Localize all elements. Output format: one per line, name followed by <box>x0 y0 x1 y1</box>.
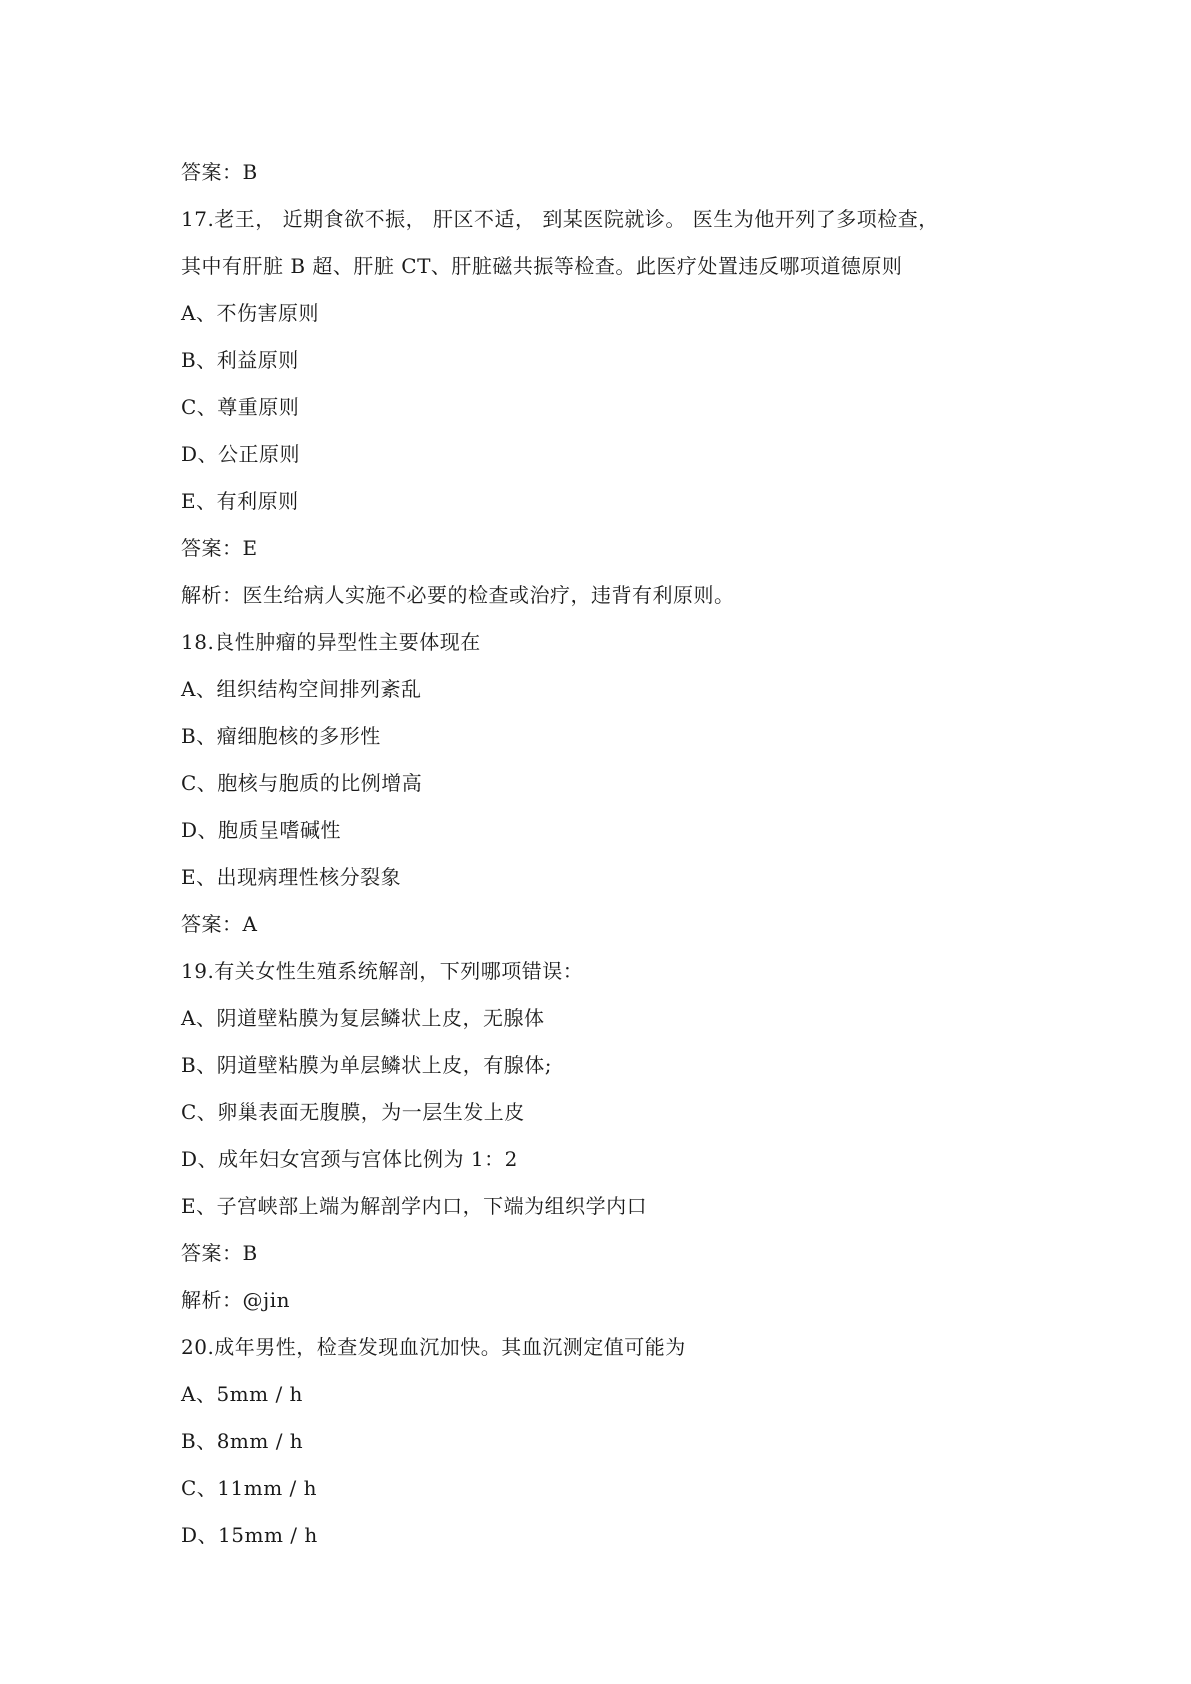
option-a: A、阴道壁粘膜为复层鳞状上皮，无腺体 <box>181 1006 545 1030</box>
document-content <box>181 149 1041 1559</box>
answer-line: 答案：E <box>181 536 258 560</box>
answer-line: 答案：B <box>181 1241 258 1265</box>
option-d: D、胞质呈嗜碱性 <box>181 818 342 842</box>
option-a: A、组织结构空间排列紊乱 <box>181 677 422 701</box>
answer-line: 答案：A <box>181 912 258 936</box>
option-d: D、15mm / h <box>181 1523 318 1547</box>
option-c: C、11mm / h <box>181 1476 318 1500</box>
option-b: B、利益原则 <box>181 348 299 372</box>
question-17-line-2: 其中有肝脏 B 超、肝脏 CT、肝脏磁共振等检查。此医疗处置违反哪项道德原则 <box>181 254 903 278</box>
option-b: B、8mm / h <box>181 1429 304 1453</box>
option-c: C、卵巢表面无腹膜，为一层生发上皮 <box>181 1100 525 1124</box>
question-18: 18.良性肿瘤的异型性主要体现在 <box>181 630 481 654</box>
explanation-line: 解析：医生给病人实施不必要的检查或治疗，违背有利原则。 <box>181 583 735 607</box>
option-b: B、瘤细胞核的多形性 <box>181 724 381 748</box>
option-b: B、阴道壁粘膜为单层鳞状上皮，有腺体; <box>181 1053 552 1077</box>
explanation-line: 解析：@jin <box>181 1288 290 1312</box>
option-d: D、成年妇女宫颈与宫体比例为 1：2 <box>181 1147 518 1171</box>
option-e: E、有利原则 <box>181 489 299 513</box>
option-e: E、出现病理性核分裂象 <box>181 865 402 889</box>
question-17-line-1: 17.老王， 近期食欲不振， 肝区不适， 到某医院就诊。 医生为他开列了多项检查， <box>181 207 939 231</box>
option-c: C、胞核与胞质的比例增高 <box>181 771 423 795</box>
answer-line: 答案：B <box>181 160 258 184</box>
option-c: C、尊重原则 <box>181 395 300 419</box>
option-a: A、5mm / h <box>181 1382 303 1406</box>
question-20: 20.成年男性，检查发现血沉加快。其血沉测定值可能为 <box>181 1335 686 1359</box>
question-19: 19.有关女性生殖系统解剖，下列哪项错误： <box>181 959 584 983</box>
option-e: E、子宫峡部上端为解剖学内口，下端为组织学内口 <box>181 1194 648 1218</box>
option-a: A、不伤害原则 <box>181 301 319 325</box>
option-d: D、公正原则 <box>181 442 301 466</box>
